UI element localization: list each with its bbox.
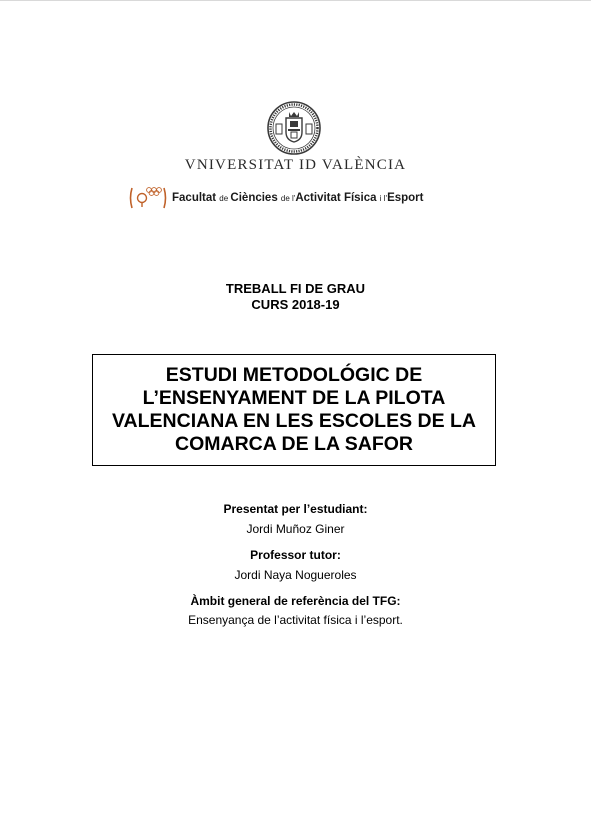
faculty-banner xyxy=(128,184,468,212)
student-name: Jordi Muñoz Giner xyxy=(246,522,345,536)
faculty-name-part: Física xyxy=(343,192,380,204)
faculty-name xyxy=(172,192,423,204)
scope-value: Ensenyança de l’activitat física i l’esport. xyxy=(188,613,403,627)
university-seal-icon xyxy=(266,100,322,156)
faculty-logo-icon xyxy=(128,184,168,212)
faculty-name-part: de xyxy=(219,194,231,203)
faculty-name-part: Facultat xyxy=(172,192,220,204)
faculty-name-part: Ciències xyxy=(230,192,281,204)
faculty-name-part: i l' xyxy=(379,194,388,203)
scope-label: Àmbit general de referència del TFG: xyxy=(190,594,401,608)
thesis-type: TREBALL FI DE GRAU xyxy=(225,281,366,296)
faculty-name-part: Esport xyxy=(387,192,424,204)
faculty-name-part: Activitat xyxy=(295,192,344,204)
thesis-title: ESTUDI METODOLÓGIC DE L’ENSENYAMENT DE LA PILOTA VALENCIANA EN LES ESCOLES DE LA COMARCA DE LA SAFOR xyxy=(111,364,477,455)
tutor-name: Jordi Naya Nogueroles xyxy=(234,568,357,582)
university-name: VNIVERSITAT ID VALÈNCIA xyxy=(184,157,407,173)
academic-year: CURS 2018-19 xyxy=(251,297,340,312)
faculty-name-part: de l' xyxy=(280,194,296,203)
degree-header xyxy=(0,281,591,313)
title-box xyxy=(92,354,496,466)
student-label: Presentat per l’estudiant: xyxy=(223,502,368,516)
tutor-label: Professor tutor: xyxy=(250,548,341,562)
